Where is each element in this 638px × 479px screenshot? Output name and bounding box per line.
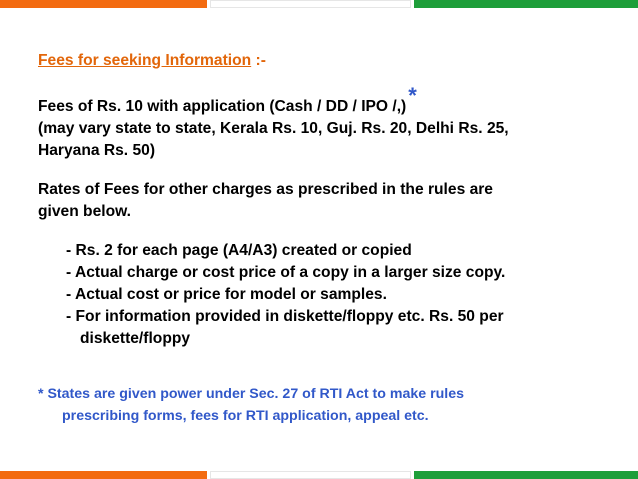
fees-line-2: (may vary state to state, Kerala Rs. 10, Guj. Rs. 20, Delhi Rs. 25, (38, 120, 509, 137)
fees-paragraph (38, 83, 509, 162)
charges-list (66, 240, 505, 350)
bottom-white-segment (210, 471, 411, 479)
heading-text: Fees for seeking Information (38, 52, 252, 69)
bottom-green-segment (414, 471, 638, 479)
footnote (38, 383, 464, 427)
footnote-line-2: prescribing forms, fees for RTI application, appeal etc. (62, 408, 429, 424)
top-saffron-segment (0, 0, 207, 8)
top-tricolor-band (0, 0, 638, 8)
charge-item: - Actual charge or cost price of a copy in a larger size copy. (66, 264, 506, 281)
charge-item: - For information provided in diskette/floppy etc. Rs. 50 per (66, 308, 504, 325)
rates-line-2: given below. (38, 203, 131, 220)
rates-paragraph (38, 179, 493, 223)
bottom-saffron-segment (0, 471, 207, 479)
charge-item-continuation: diskette/floppy (80, 330, 191, 347)
footnote-line-1: * States are given power under Sec. 27 of RTI Act to make rules (38, 386, 465, 402)
slide-heading (38, 50, 266, 72)
top-green-segment (414, 0, 638, 8)
top-white-segment (210, 0, 411, 8)
fees-asterisk: * (408, 83, 417, 108)
charge-item: - Actual cost or price for model or samples. (66, 286, 387, 303)
charge-item: - Rs. 2 for each page (A4/A3) created or copied (66, 242, 412, 259)
fees-line-3: Haryana Rs. 50) (38, 142, 156, 159)
fees-line-1: Fees of Rs. 10 with application (Cash / DD / IPO /,) (38, 98, 407, 115)
heading-suffix: :- (251, 52, 266, 69)
bottom-tricolor-band (0, 471, 638, 479)
rates-line-1: Rates of Fees for other charges as prescribed in the rules are (38, 181, 493, 198)
